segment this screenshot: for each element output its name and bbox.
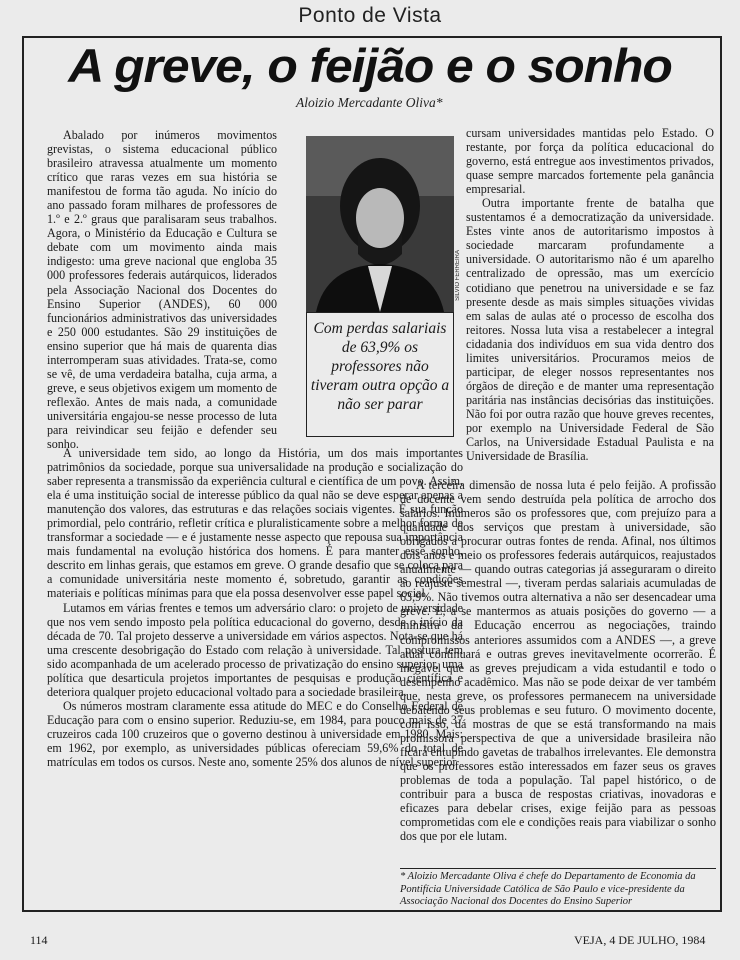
section-label: Ponto de Vista bbox=[298, 4, 442, 27]
author-footnote: * Aloizio Mercadante Oliva é chefe do Departamento de Economia da Pontifícia Universidade Católica de São Paulo e vice-presidente da Associação Nacional dos Docentes do Ensino Superior bbox=[400, 868, 716, 909]
pull-quote: Com perdas salariais de 63,9% os professores não tiveram outra opção a não ser parar bbox=[306, 312, 454, 437]
photo-credit: SILVIO FERREIRA bbox=[455, 250, 461, 301]
article-column-3 bbox=[400, 478, 716, 843]
paragraph: A terceira dimensão de nossa luta é pelo feijão. A profissão de docente vem sendo destruída pela política de arrocho dos salários. Inúmeros são os professores que, com prejuízo para a qualidade dos serviços que prestam à universidade, são obrigados a procurar outras fontes de renda. Afinal, nos últimos dois anos e meio os professores federais autárquicos, reajustados anualmente — quando outras categorias já asseguraram o direito ao reajuste semestral —, tiveram perdas salariais acumuladas de 63,9%. Não tivemos outra alternativa a não ser desencadear uma greve. E, a se mantermos as atuais posições do governo — a ministra da Educação encerrou as negociações, traindo compromissos anteriores assumidos com a ANDES —, a greve atual continuará e outras greves inevitavelmente ocorrerão. É inegável que as greves prejudicam a vida estudantil e todo o desempenho acadêmico. Mas não se pode deixar de ver também que, nesta greve, os professores permanecem na universidade debatendo seus problemas e seu futuro. O movimento docente, com isso, dá mostras de que se está transformando na mais promissora perspectiva de que a universidade brasileira não ficará entupindo gavetas de trabalhos irrelevantes. Ele demonstra que os professores estão interessados em fazer seus os graves problemas de toda a população. Tal papel histórico, o de contribuir para a busca de respostas criativas, inovadoras e eficazes para debelar crises, exige feijão para as pessoas comprometidas com ele e condições reais para viabilizar o sonho dos que por ele lutam. bbox=[400, 478, 716, 844]
paragraph: Outra importante frente de batalha que sustentamos é a democratização da universidade. Estes vinte anos de autoritarismo impostos à sociedade marcaram profundamente a universidade. O autoritarismo não é um aparelho centralizado de opressão, mas um exercício cotidiano que penetrou na universidade e se faz presente desde as mais simples situações vividas em salas de aulas até o processo de escolha dos reitores. Nossa luta visa a restabelecer a integral cidadania dos indivíduos em sua vida dentro dos limites universitários. Procuramos meios de participar, de eleger nossos representantes nos órgãos de direção e de manter uma representação paritária nas instâncias decisórias das instituições. Não foi por outra razão que houve greves recentes, por exemplo na Universidade Federal de São Carlos, na Universidade Estadual Paulista e na Universidade de Brasília. bbox=[466, 196, 714, 464]
author-photo bbox=[306, 136, 454, 312]
paragraph: Abalado por inúmeros movimentos grevistas, o sistema educacional público brasileiro atravessa atualmente um momento crítico que raras vezes em sua história se manifestou de forma tão aguda. No início do ano passado foram milhares de professores de 1.º e 2.º graus que paralisaram seus trabalhos. Agora, o Ministério da Educação e Cultura se debate com um movimento ainda mais indigesto: uma greve nacional que engloba 35 000 professores federais autárquicos, liderados pela Associação Nacional dos Docentes do Ensino Superior (ANDES), 60 000 funcionários administrativos das universidades e 250 000 estudantes. São 29 instituições de ensino superior que há mais de quarenta dias interromperam suas atividades. Trata-se, como se vê, de uma verdadeira batalha, cuja arma, a greve, e seus objetivos exigem um momento de reflexão. Antes de mais nada, a comunidade universitária engajou-se nesse processo de luta para reivindicar seu feijão e defender seu sonho. bbox=[47, 128, 277, 452]
byline: Aloizio Mercadante Oliva* bbox=[296, 95, 443, 110]
issue-date: VEJA, 4 DE JULHO, 1984 bbox=[574, 933, 706, 947]
headline: A greve, o feijão e o sonho bbox=[68, 39, 672, 92]
paragraph: cursam universidades mantidas pelo Estado. O restante, por força da política educacional do governo, está entregue aos investimentos privados, quase sempre marcados fortemente pela ganância empresarial. bbox=[466, 126, 714, 197]
article-column-2 bbox=[466, 126, 714, 463]
article-column-1 bbox=[47, 128, 277, 451]
paragraph: Lutamos em várias frentes e temos um adversário claro: o projeto de universidade que nos vem sendo imposto pela política educacional do governo, desde o início da década de 70. Tal projeto desserve a universidade em vários aspectos. Nota-se que há uma crescente desobrigação do Estado com relação à universidade. Tal postura tem sido acompanhada de um acelerado processo de privatização do ensino superior, uma política que desarticula projetos importantes de pesquisas e produção científica e deteriora qualquer projeto educacional voltado para a sociedade brasileira. bbox=[47, 600, 463, 699]
paragraph: A universidade tem sido, ao longo da História, um dos mais importantes patrimônios da sociedade, porque sua universalidade na produção e socialização do saber representa a transmissão da experiência cultural e científica de um povo. Assim, ela é uma instituição social de interesse público da qual não se deve esperar apenas a manutenção dos valores, das estruturas e das relações sociais vigentes. É sua função primordial, pelo contrário, refletir crítica e pluralisticamente sobre a melhor forma de transformar a sociedade — e é justamente nesse aspecto que repousa sua importância mais fundamental na evolução histórica dos homens. É para manter esse sonho, descrito em linhas gerais, que estamos em greve. O grande desafio que se coloca para a comunidade universitária neste momento é, sobretudo, garantir as condições materiais e políticas mínimas para que ela possa desenvolver esse papel social. bbox=[47, 446, 463, 601]
page-number: 114 bbox=[30, 933, 48, 947]
paragraph: Os números mostram claramente essa atitude do MEC e do Conselho Federal de Educação para com o ensino superior. Reduziu-se, em 1984, para pouco mais de 37 cruzeiros cada 100 cruzeiros que o governo destinou à universidade em 1980. Mais: em 1962, por exemplo, as universidades públicas ofereciam 59,6% do total de matrículas em todos os cursos. Neste ano, somente 25% dos alunos de nível superior bbox=[47, 698, 463, 770]
